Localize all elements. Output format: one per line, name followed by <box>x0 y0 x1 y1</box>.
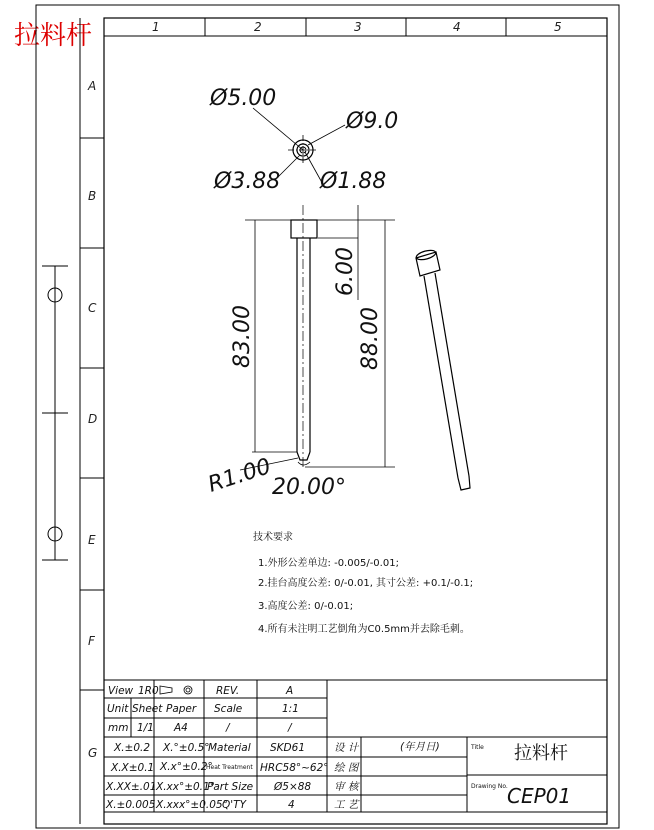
zone-row-d: D <box>88 412 98 426</box>
tol-2b: X.x°±0.2° <box>160 761 213 773</box>
qty-label: Q'TY <box>222 799 246 811</box>
slash-1: / <box>226 722 230 734</box>
paper-label: Paper <box>166 703 197 715</box>
drawing-no-value: CEP01 <box>507 784 572 808</box>
dim-d500: Ø5.00 <box>210 86 277 111</box>
tol-1a: X.±0.2 <box>114 742 151 754</box>
tol-4b: X.xxx°±0.05° <box>156 799 228 811</box>
dim-8300: 83.00 <box>230 305 255 368</box>
material-value: SKD61 <box>270 742 305 754</box>
scale-label: Scale <box>214 703 243 715</box>
note-item-4: 4.所有未注明工艺倒角为C0.5mm并去除毛刺。 <box>258 624 470 635</box>
tol-3a: X.XX±.01 <box>106 781 157 793</box>
binding-marks <box>42 266 68 560</box>
drawn-label: 绘 图 <box>334 762 359 774</box>
drawing-no-label: Drawing No. <box>471 783 508 790</box>
dim-600: 6.00 <box>333 247 358 296</box>
unit-label: Unit <box>107 703 129 715</box>
qty-value: 4 <box>288 799 295 811</box>
projection-symbol-icon <box>160 686 192 694</box>
tol-1b: X.°±0.5° <box>163 742 210 754</box>
front-view <box>291 205 317 470</box>
paper-value: A4 <box>174 722 188 734</box>
zone-row-a: A <box>88 79 97 93</box>
zone-row-b: B <box>88 189 97 203</box>
heat-treatment-value: HRC58°~62° <box>260 762 329 774</box>
view-label: View <box>108 685 134 697</box>
scale-value: 1:1 <box>282 703 299 715</box>
zone-row-g: G <box>88 746 98 760</box>
note-item-2: 2.挂台高度公差: 0/-0.01, 其寸公差: +0.1/-0.1; <box>258 578 474 589</box>
heat-treatment-label: Heat Treatment <box>206 764 253 771</box>
view-value: 1R0 <box>138 685 159 697</box>
rev-value: A <box>286 685 294 697</box>
part-size-value: Ø5×88 <box>274 781 312 793</box>
material-label: Material <box>208 742 251 754</box>
tol-3b: X.xx°±0.1° <box>156 781 215 793</box>
corner-title: 拉料杆 <box>14 21 93 51</box>
sheet-value: 1/1 <box>137 722 154 734</box>
rev-label: REV. <box>216 685 240 697</box>
zone-row-f: F <box>88 634 95 648</box>
part-size-label: Part Size <box>207 781 254 793</box>
dim-d388: Ø3.88 <box>214 169 281 194</box>
note-item-3: 3.高度公差: 0/-0.01; <box>258 601 354 612</box>
review-label: 审 核 <box>334 781 359 793</box>
zone-row-e: E <box>88 533 96 547</box>
design-label: 设 计 <box>334 742 359 754</box>
notes-heading: 技术要求 <box>253 532 293 543</box>
note-item-1: 1.外形公差单边: -0.005/-0.01; <box>258 558 399 569</box>
process-label: 工 艺 <box>334 799 359 811</box>
dim-8800: 88.00 <box>358 307 383 370</box>
tol-2a: X.X±0.1 <box>111 762 155 774</box>
dim-angle: 20.00° <box>272 475 346 500</box>
dim-d188: Ø1.88 <box>320 169 387 194</box>
dim-d90: Ø9.0 <box>346 109 399 134</box>
zone-col-3: 3 <box>354 20 362 34</box>
zone-col-5: 5 <box>554 20 562 34</box>
sheet-label: Sheet <box>132 703 163 715</box>
isometric-view <box>415 249 470 490</box>
date-label: (年月日) <box>400 741 440 753</box>
zone-col-2: 2 <box>254 20 262 34</box>
drawing-title: 拉料杆 <box>514 743 568 764</box>
title-label: Title <box>471 744 484 751</box>
zone-col-1: 1 <box>152 20 160 34</box>
zone-col-4: 4 <box>453 20 461 34</box>
zone-row-c: C <box>88 301 97 315</box>
tol-4a: X.±0.005 <box>106 799 156 811</box>
unit-value: mm <box>108 722 129 734</box>
dim-radius: R1.00 <box>205 454 274 498</box>
slash-2: / <box>288 722 292 734</box>
